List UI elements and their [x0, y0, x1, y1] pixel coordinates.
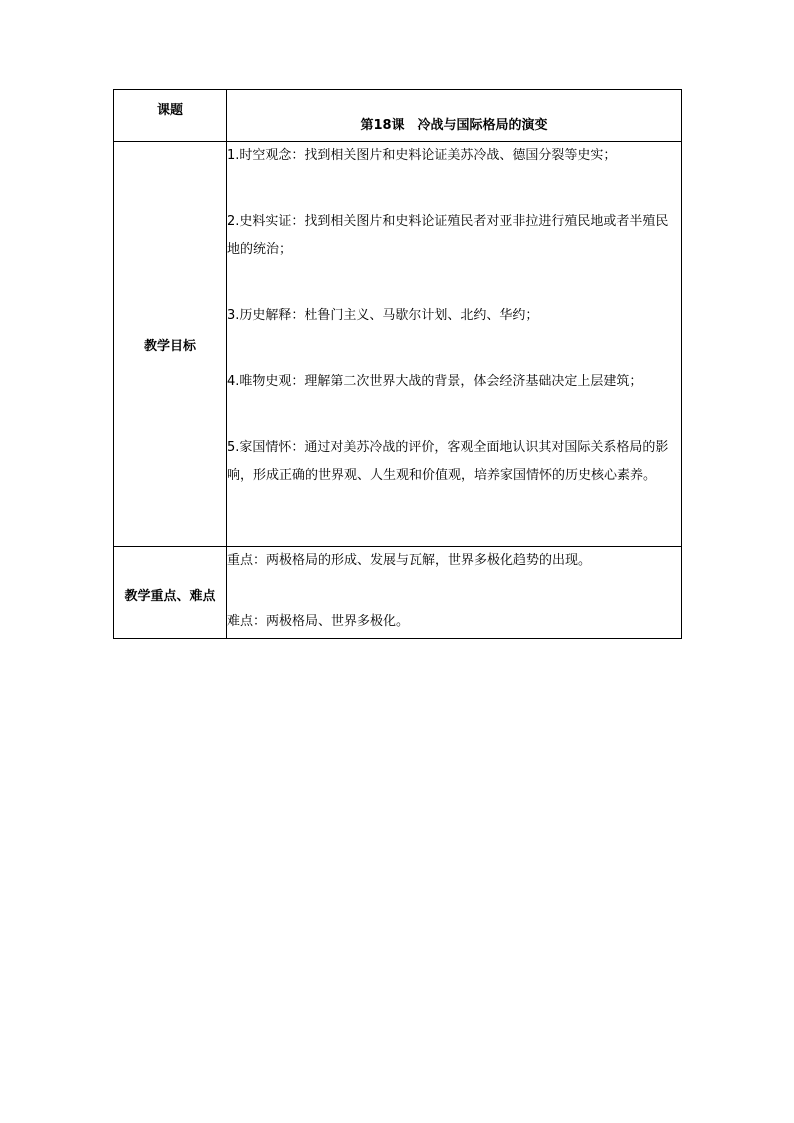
- goal-item: 1.时空观念：找到相关图片和史料论证美苏冷战、德国分裂等史实；: [227, 148, 617, 163]
- focus-row: [114, 547, 682, 639]
- focus-cell: [227, 547, 682, 639]
- difficult-point: 难点：两极格局、世界多极化。: [227, 614, 410, 629]
- lesson-title: 第18课 冷战与国际格局的演变: [227, 90, 682, 142]
- goal-item: 2.史料实证：找到相关图片和史料论证殖民者对亚非拉进行殖民地或者半殖民地的统治；: [227, 214, 669, 257]
- key-point: 重点：两极格局的形成、发展与瓦解，世界多极化趋势的出现。: [227, 553, 592, 568]
- goal-item: 3.历史解释：杜鲁门主义、马歇尔计划、北约、华约；: [227, 308, 539, 323]
- title-row: [114, 90, 682, 142]
- goals-row: [114, 142, 682, 547]
- lesson-plan-table: [113, 89, 682, 639]
- goal-item: 5.家国情怀：通过对美苏冷战的评价，客观全面地认识其对国际关系格局的影响，形成正确的世界观、人生观和价值观，培养家国情怀的历史核心素养。: [227, 440, 669, 483]
- goals-cell: [227, 142, 682, 547]
- goals-label: 教学目标: [114, 142, 227, 547]
- goal-item: 4.唯物史观：理解第二次世界大战的背景，体会经济基础决定上层建筑；: [227, 374, 643, 389]
- title-label: 课题: [114, 90, 227, 142]
- focus-label: 教学重点、难点: [114, 547, 227, 639]
